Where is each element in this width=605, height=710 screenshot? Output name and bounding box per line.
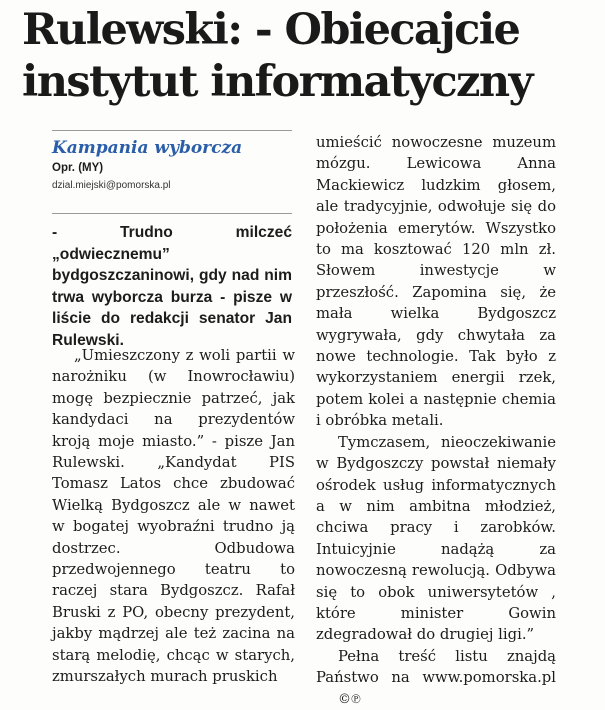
headline-line1: Rulewski: - Obiecajcie (22, 5, 520, 55)
body-paragraph-continued: umieścić nowoczesne muzeum mózgu. Lewicowa Anna Mackiewicz ludzkim głosem, ale tradycyjnie, odwołuje się do położenia emerytów. Wszystko to ma kosztować 120 mln zł. Słowem inwestycje w przeszłość. Zapomina się, że mała wielka Bydgoszcz wygrywała, gdy chwytała za nowe technologie. Tak było z wykorzystaniem energii rzek, potem kolei a następnie chemia i obróbka metali. (316, 134, 556, 430)
email-address[interactable]: dzial.miejski@pomorska.pl (52, 180, 171, 191)
headline (22, 4, 597, 108)
copyright-icon: ©℗ (338, 691, 361, 707)
lead-rule (52, 213, 292, 214)
byline: Opr. (MY) (52, 162, 104, 174)
body-paragraph-2: Tymczasem, nieoczekiwanie w Bydgoszczy powstał niemały ośrodek usług informatycznych a w nim ambitna młodzież, chciwa pracy i zarobków. Intuicyjnie nadążą za nowoczesną rewolucją. Odbywa się to obok uniwersytetów , które minister Gowin zdegradował do drugiej ligi.” (316, 433, 556, 644)
body-left (52, 345, 295, 688)
web-reference: Pełna treść listu znajdą Państwo na www.pomorska.pl (316, 647, 556, 687)
left-column (52, 132, 305, 194)
lead-paragraph: - Trudno milczeć „odwiecznemu” bydgoszczaninowi, gdy nad nim trwa wyborcza burza - pisze w liście do redakcji senator Jan Rulewski. (52, 224, 292, 349)
body-paragraph-3 (316, 646, 556, 710)
top-rule (52, 130, 292, 131)
body-paragraph-left: „Umieszczony z woli partii w narożniku (w Inowrocławiu) mogę bezpiecznie patrzeć, jak kandydaci na prezydentów kroją moje miasto.” - pisze Jan Rulewski. „Kandydat PIS Tomasz Latos chce zbudować Wielką Bydgoszcz ale w nawet w bogatej wyobraźni trudno ją dostrzec. Odbudowa przedwojennego teatru to raczej stara Bydgoszcz. Rafał Bruski z PO, obecny prezydent, jakby mądrzej ale też zacina na starą melodię, chcąc w starych, zmurszałych murach pruskich (52, 347, 295, 686)
right-column (316, 132, 556, 710)
section-title: Kampania wyborcza (52, 138, 243, 158)
headline-line2: instytut informatyczny (22, 57, 532, 107)
